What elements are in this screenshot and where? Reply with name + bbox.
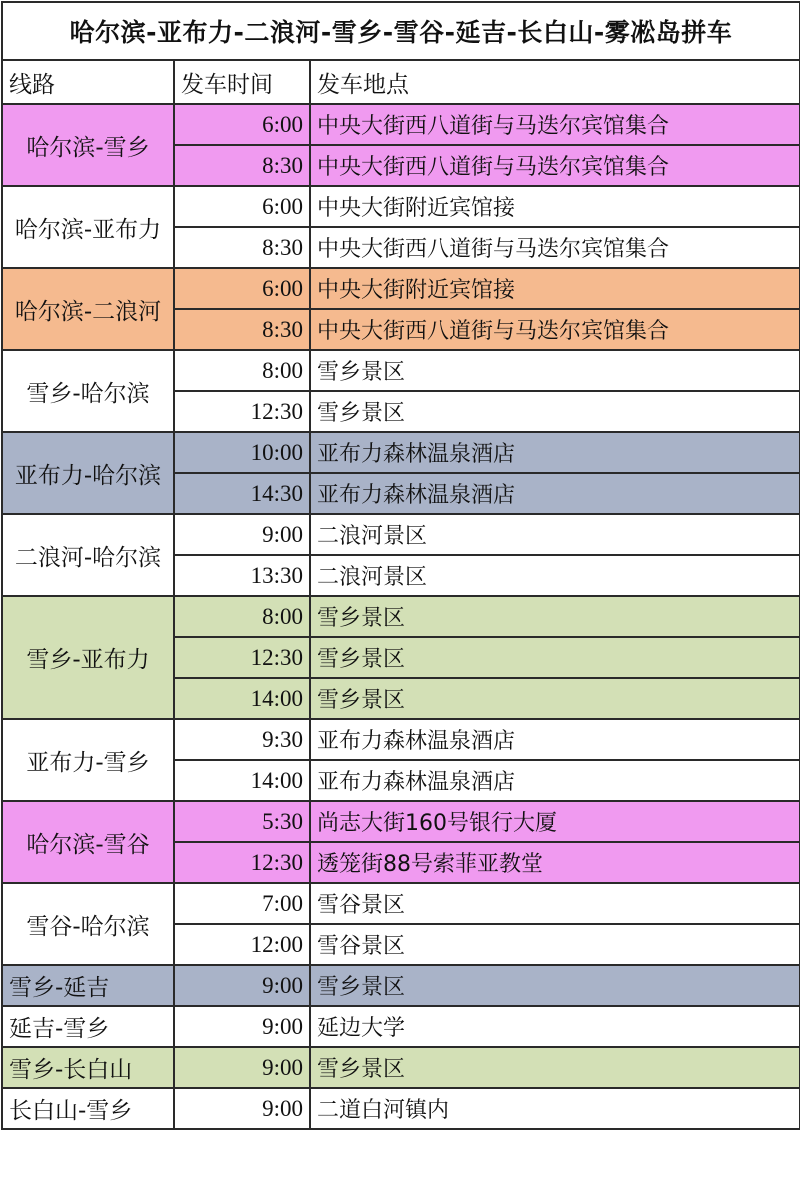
route-cell: 哈尔滨-亚布力 [2, 186, 174, 268]
route-cell: 亚布力-哈尔滨 [2, 432, 174, 514]
departure-place-cell: 中央大街西八道街与马迭尔宾馆集合 [310, 145, 800, 186]
route-cell: 哈尔滨-雪谷 [2, 801, 174, 883]
table-row [2, 883, 800, 924]
route-cell: 哈尔滨-二浪河 [2, 268, 174, 350]
departure-place-cell: 雪乡景区 [310, 678, 800, 719]
departure-time-cell: 9:00 [174, 965, 310, 1006]
departure-place-cell: 雪谷景区 [310, 924, 800, 965]
table-row [2, 596, 800, 637]
departure-time-cell: 8:30 [174, 309, 310, 350]
departure-time-cell: 8:00 [174, 596, 310, 637]
departure-place-cell: 中央大街附近宾馆接 [310, 268, 800, 309]
departure-place-cell: 二道白河镇内 [310, 1088, 800, 1129]
departure-time-cell: 9:00 [174, 1006, 310, 1047]
table-row [2, 1006, 800, 1047]
departure-place-cell: 亚布力森林温泉酒店 [310, 432, 800, 473]
table-row [2, 965, 800, 1006]
departure-time-cell: 6:00 [174, 268, 310, 309]
route-cell: 哈尔滨-雪乡 [2, 104, 174, 186]
table-row [2, 186, 800, 227]
table-row [2, 268, 800, 309]
departure-time-cell: 12:00 [174, 924, 310, 965]
departure-place-cell: 透笼街88号索菲亚教堂 [310, 842, 800, 883]
departure-time-cell: 5:30 [174, 801, 310, 842]
departure-place-cell: 中央大街附近宾馆接 [310, 186, 800, 227]
schedule-body [2, 104, 800, 1129]
departure-time-cell: 9:00 [174, 514, 310, 555]
departure-place-cell: 尚志大街160号银行大厦 [310, 801, 800, 842]
table-row [2, 432, 800, 473]
route-cell: 雪乡-哈尔滨 [2, 350, 174, 432]
departure-time-cell: 9:30 [174, 719, 310, 760]
route-cell: 雪乡-亚布力 [2, 596, 174, 719]
departure-time-cell: 6:00 [174, 104, 310, 145]
table-row [2, 801, 800, 842]
route-cell: 长白山-雪乡 [2, 1088, 174, 1129]
column-header-route: 线路 [2, 60, 174, 104]
departure-place-cell: 中央大街西八道街与马迭尔宾馆集合 [310, 227, 800, 268]
table-row [2, 350, 800, 391]
route-cell: 雪乡-长白山 [2, 1047, 174, 1088]
schedule-table [1, 1, 800, 1130]
departure-time-cell: 14:30 [174, 473, 310, 514]
departure-place-cell: 二浪河景区 [310, 514, 800, 555]
departure-time-cell: 8:30 [174, 145, 310, 186]
table-row [2, 1047, 800, 1088]
departure-time-cell: 13:30 [174, 555, 310, 596]
departure-place-cell: 亚布力森林温泉酒店 [310, 473, 800, 514]
departure-place-cell: 雪乡景区 [310, 965, 800, 1006]
departure-place-cell: 雪乡景区 [310, 350, 800, 391]
departure-time-cell: 9:00 [174, 1088, 310, 1129]
table-row [2, 719, 800, 760]
column-header-row [2, 60, 800, 104]
departure-place-cell: 二浪河景区 [310, 555, 800, 596]
departure-time-cell: 10:00 [174, 432, 310, 473]
departure-place-cell: 亚布力森林温泉酒店 [310, 760, 800, 801]
departure-place-cell: 雪乡景区 [310, 391, 800, 432]
column-header-time: 发车时间 [174, 60, 310, 104]
departure-place-cell: 雪乡景区 [310, 637, 800, 678]
departure-time-cell: 12:30 [174, 637, 310, 678]
column-header-place: 发车地点 [310, 60, 800, 104]
departure-place-cell: 雪乡景区 [310, 596, 800, 637]
departure-time-cell: 7:00 [174, 883, 310, 924]
departure-time-cell: 12:30 [174, 842, 310, 883]
route-cell: 雪乡-延吉 [2, 965, 174, 1006]
route-cell: 延吉-雪乡 [2, 1006, 174, 1047]
table-row [2, 104, 800, 145]
departure-place-cell: 中央大街西八道街与马迭尔宾馆集合 [310, 104, 800, 145]
table-row [2, 1088, 800, 1129]
departure-place-cell: 亚布力森林温泉酒店 [310, 719, 800, 760]
departure-time-cell: 12:30 [174, 391, 310, 432]
departure-place-cell: 雪谷景区 [310, 883, 800, 924]
departure-time-cell: 8:00 [174, 350, 310, 391]
carpool-schedule-sheet [0, 1, 800, 1188]
departure-time-cell: 9:00 [174, 1047, 310, 1088]
departure-time-cell: 14:00 [174, 760, 310, 801]
departure-time-cell: 8:30 [174, 227, 310, 268]
departure-place-cell: 雪乡景区 [310, 1047, 800, 1088]
route-cell: 亚布力-雪乡 [2, 719, 174, 801]
route-cell: 二浪河-哈尔滨 [2, 514, 174, 596]
departure-time-cell: 14:00 [174, 678, 310, 719]
table-title: 哈尔滨-亚布力-二浪河-雪乡-雪谷-延吉-长白山-雾凇岛拼车 [2, 2, 800, 60]
departure-place-cell: 中央大街西八道街与马迭尔宾馆集合 [310, 309, 800, 350]
departure-time-cell: 6:00 [174, 186, 310, 227]
departure-place-cell: 延边大学 [310, 1006, 800, 1047]
table-row [2, 514, 800, 555]
route-cell: 雪谷-哈尔滨 [2, 883, 174, 965]
